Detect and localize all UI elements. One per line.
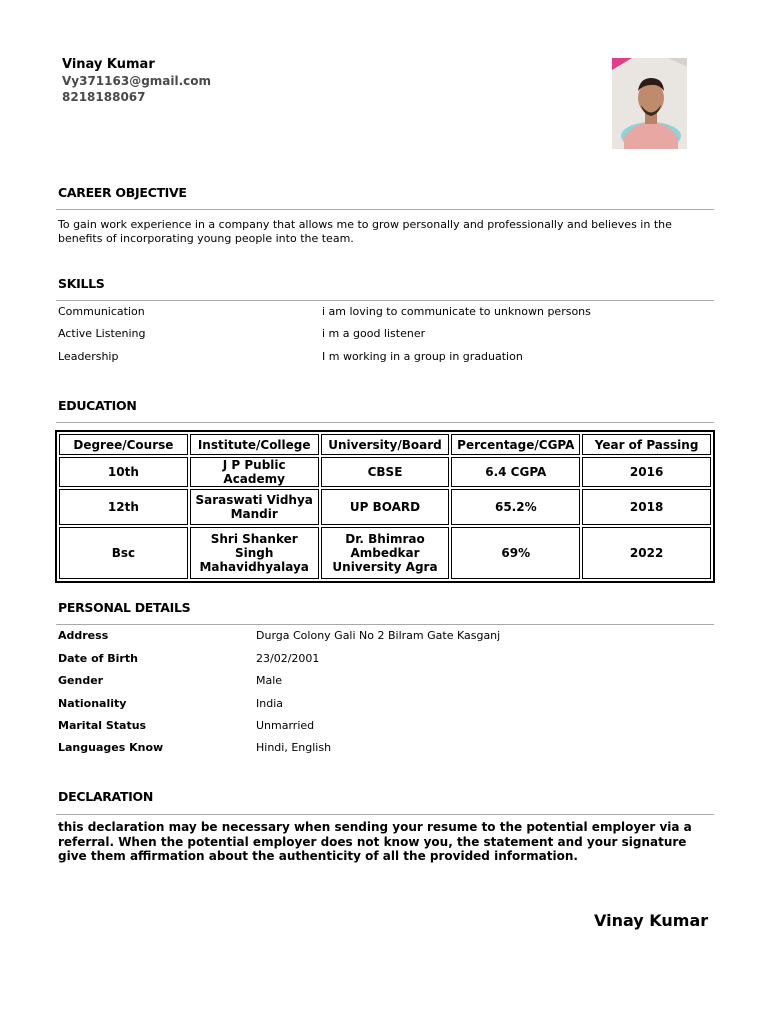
table-cell: J P Public Academy (190, 457, 319, 487)
section-divider (56, 300, 714, 301)
table-cell: 69% (451, 527, 580, 579)
signature-name: Vinay Kumar (594, 911, 709, 930)
detail-value: Unmarried (256, 719, 315, 732)
profile-photo-image (612, 58, 687, 149)
skill-description: i m a good listener (322, 327, 426, 340)
table-header-row (59, 434, 711, 455)
profile-photo (612, 58, 687, 149)
skill-name: Communication (58, 305, 145, 318)
table-cell: Dr. Bhimrao Ambedkar University Agra (321, 527, 450, 579)
career-objective-heading: CAREER OBJECTIVE (58, 185, 187, 200)
section-divider (56, 209, 714, 210)
column-header: Percentage/CGPA (451, 434, 580, 455)
table-cell: Bsc (59, 527, 188, 579)
table-cell: Saraswati Vidhya Mandir (190, 489, 319, 525)
table-row (59, 457, 711, 487)
table-cell: 6.4 CGPA (451, 457, 580, 487)
table-cell: Shri Shanker Singh Mahavidhyalaya (190, 527, 319, 579)
column-header: Institute/College (190, 434, 319, 455)
detail-value: 23/02/2001 (256, 652, 320, 665)
table-cell: 65.2% (451, 489, 580, 525)
section-divider (56, 422, 714, 423)
skill-name: Active Listening (58, 327, 146, 340)
table-row (59, 527, 711, 579)
table-cell: CBSE (321, 457, 450, 487)
declaration-heading: DECLARATION (58, 789, 154, 804)
detail-value: Male (256, 674, 283, 687)
section-divider (56, 814, 714, 815)
education-heading: EDUCATION (58, 398, 137, 413)
section-divider (56, 624, 714, 625)
skill-description: i am loving to communicate to unknown persons (322, 305, 591, 318)
table-cell: 2016 (582, 457, 711, 487)
detail-label: Gender (58, 674, 104, 687)
candidate-name: Vinay Kumar (62, 57, 155, 72)
detail-label: Address (58, 629, 109, 642)
skills-heading: SKILLS (58, 276, 105, 291)
column-header: Degree/Course (59, 434, 188, 455)
candidate-email: Vy371163@gmail.com (62, 74, 212, 88)
skill-name: Leadership (58, 350, 119, 363)
candidate-phone: 8218188067 (62, 90, 146, 104)
personal-details-heading: PERSONAL DETAILS (58, 600, 191, 615)
column-header: University/Board (321, 434, 450, 455)
detail-label: Date of Birth (58, 652, 138, 665)
detail-value: India (256, 697, 283, 710)
detail-label: Nationality (58, 697, 127, 710)
table-cell: 2018 (582, 489, 711, 525)
skill-description: I m working in a group in graduation (322, 350, 523, 363)
education-table (55, 430, 715, 583)
detail-value: Durga Colony Gali No 2 Bilram Gate Kasganj (256, 629, 501, 642)
column-header: Year of Passing (582, 434, 711, 455)
table-cell: 12th (59, 489, 188, 525)
detail-label: Marital Status (58, 719, 147, 732)
detail-label: Languages Know (58, 741, 164, 754)
detail-value: Hindi, English (256, 741, 332, 754)
declaration-text: this declaration may be necessary when sending your resume to the potential employer via a referral. When the potential employer does not know you, the statement and your signature give them affirmation about the authenticity of all the provided information. (58, 820, 692, 863)
table-cell: UP BOARD (321, 489, 450, 525)
table-cell: 2022 (582, 527, 711, 579)
table-row (59, 489, 711, 525)
table-cell: 10th (59, 457, 188, 487)
career-objective-text: To gain work experience in a company that allows me to grow personally and professionally and believes in the benefits of incorporating young people into the team. (58, 218, 672, 245)
